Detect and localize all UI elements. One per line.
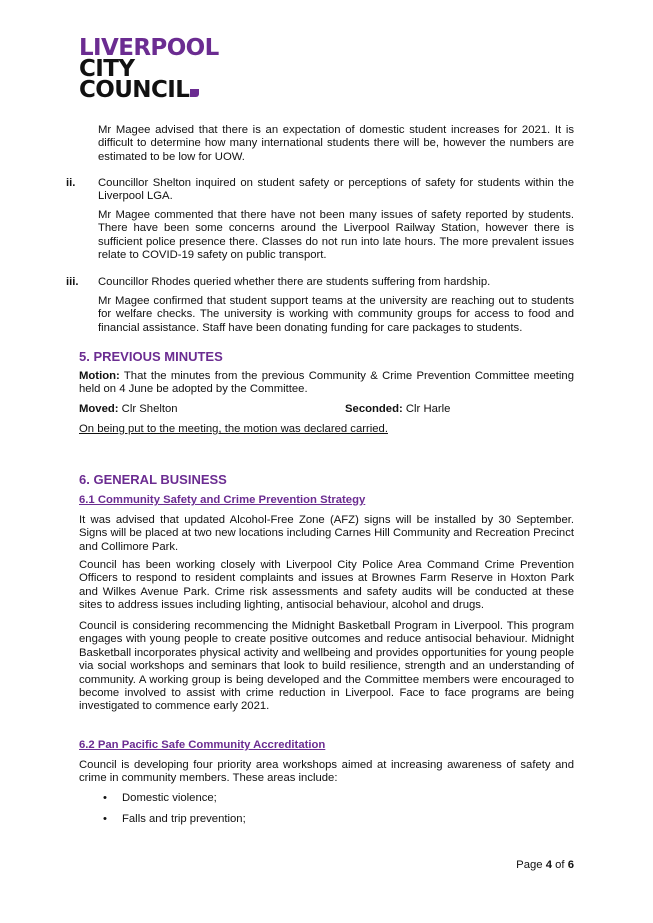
paragraph-magee-expectation: Mr Magee advised that there is an expectation of domestic student increases for 2021. It is difficult to determine how many international students there will be, however the numbers are estimated to be low for UOW. (98, 124, 574, 163)
seconded-label: Seconded: (345, 403, 403, 415)
paragraph-magee-safety: Mr Magee commented that there have not been many issues of safety reported by students. There have been some concerns around the Liverpool Railway Station, however there is sufficient police presence there. Classes do not run into late hours. The more prevalent issues relate to COVID-19 safety on public transport. (98, 209, 574, 262)
item-number-iii: iii. (66, 276, 79, 288)
council-logo (79, 35, 229, 104)
motion-label: Motion: (79, 370, 120, 382)
page-number: Page 4 of 6 (516, 859, 574, 871)
moved-label: Moved: (79, 403, 119, 415)
subheading-crime-prevention-strategy: 6.1 Community Safety and Crime Prevention Strategy (79, 494, 366, 506)
section-heading-previous-minutes: 5. PREVIOUS MINUTES (79, 349, 223, 364)
motion-text: That the minutes from the previous Community & Crime Prevention Committee meeting held on 4 June be adopted by the Committee. (79, 370, 574, 396)
logo-line-3: COUNCIL (79, 80, 229, 101)
seconded-value: Clr Harle (402, 403, 451, 415)
list-item: • Domestic violence; (103, 792, 217, 804)
bullet-icon: • (103, 813, 107, 825)
subheading-safe-community-accreditation: 6.2 Pan Pacific Safe Community Accreditation (79, 739, 326, 751)
bullet-icon: • (103, 792, 107, 804)
section-heading-general-business: 6. GENERAL BUSINESS (79, 472, 227, 487)
paragraph-shelton-question: Councillor Shelton inquired on student safety or perceptions of safety for students within the Liverpool LGA. (98, 177, 574, 203)
paragraph-midnight-basketball: Council is considering recommencing the Midnight Basketball Program in Liverpool. This program engages with young people to create positive outcomes and reduce antisocial behaviour. Midnight Basketball incorporates physical activity and wellbeing and provides opportunities for young people via social workshops and seminars that look to build resilience, strength and an understanding of community. A working group is being developed and the Committee members were encouraged to become involved to assist with crime reduction in Liverpool. Face to face programs are being investigated to commence early 2021. (79, 620, 574, 713)
paragraph-afz-signs: It was advised that updated Alcohol-Free Zone (AFZ) signs will be installed by 30 September. Signs will be placed at two new locations including Carnes Hill Community and Recreation Precinct and Collimore Park. (79, 514, 574, 553)
motion-result: On being put to the meeting, the motion was declared carried. (79, 423, 388, 435)
motion-paragraph (79, 370, 574, 397)
list-item: • Falls and trip prevention; (103, 813, 246, 825)
item-number-ii: ii. (66, 177, 76, 189)
moved-value: Clr Shelton (118, 403, 178, 415)
logo-line-2: CITY (79, 56, 135, 82)
logo-line-1: LIVERPOOL (79, 35, 219, 61)
logo-dot-icon (190, 89, 199, 97)
paragraph-rhodes-question: Councillor Rhodes queried whether there are students suffering from hardship. (98, 276, 491, 288)
paragraph-priority-workshops: Council is developing four priority area workshops aimed at increasing awareness of safety and crime in community members. These areas include: (79, 759, 574, 785)
moved-line (79, 403, 178, 416)
seconded-line (345, 403, 450, 416)
paragraph-police-collaboration: Council has been working closely with Liverpool City Police Area Command Crime Prevention Officers to respond to resident complaints and issues at Brownes Farm Reserve in Hoxton Park and Wilkes Avenue Park. Crime risk assessments and safety audits will be conducted at these sites to address issues including lighting, antisocial behaviour, alcohol and drugs. (79, 559, 574, 612)
paragraph-magee-hardship: Mr Magee confirmed that student support teams at the university are reaching out to students for welfare checks. The university is working with community groups for access to food and financial assistance. Staff have been donating funding for care packages to students. (98, 295, 574, 334)
